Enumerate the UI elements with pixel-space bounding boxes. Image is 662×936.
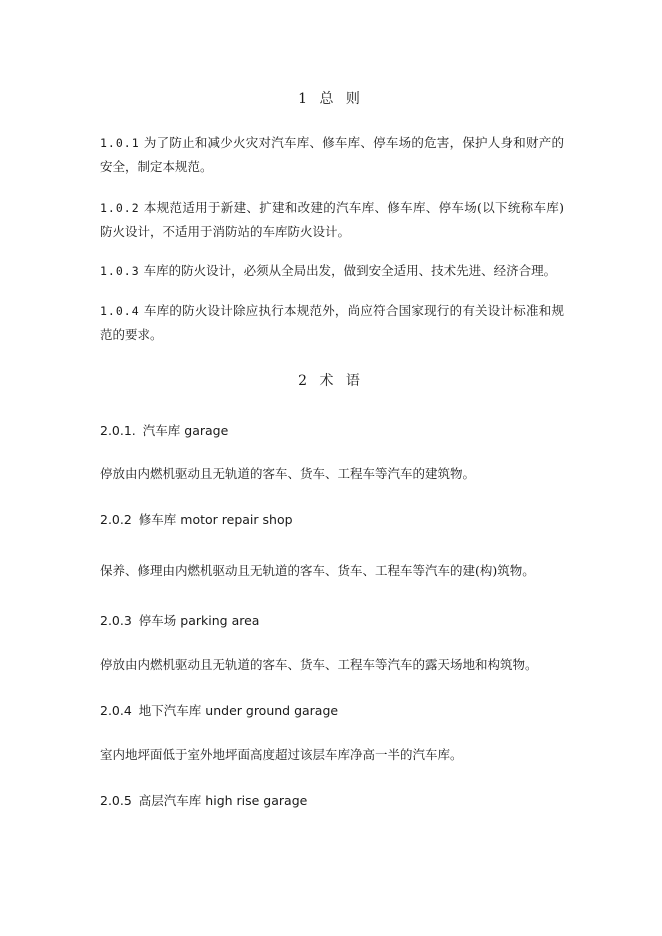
term-cn: 高层汽车库	[138, 793, 202, 808]
term-en: parking area	[180, 613, 260, 628]
clause-number: 1.0.3	[100, 264, 140, 278]
clause-number: 1.0.4	[100, 304, 140, 318]
term-2-0-2	[100, 510, 564, 530]
term-en: motor repair shop	[180, 512, 293, 527]
term-2-0-4-definition: 室内地坪面低于室外地坪面高度超过该层车库净高一半的汽车库。	[100, 747, 463, 762]
clause-1-0-4	[100, 299, 564, 347]
term-cn: 地下汽车库	[138, 703, 202, 718]
term-2-0-3-definition: 停放由内燃机驱动且无轨道的客车、货车、工程车等汽车的露天场地和构筑物。	[100, 657, 538, 672]
term-2-0-2-definition: 保养、修理由内燃机驱动且无轨道的客车、货车、工程车等汽车的建(构)筑物。	[100, 563, 535, 578]
clause-text: 为了防止和减少火灾对汽车库、修车库、停车场的危害，保护人身和财产的安全，制定本规范。	[100, 135, 564, 174]
term-en: high rise garage	[205, 793, 308, 808]
clause-text: 车库的防火设计，必须从全局出发，做到安全适用、技术先进、经济合理。	[143, 263, 557, 278]
term-number: 2.0.4	[100, 703, 132, 718]
term-2-0-1	[100, 421, 564, 441]
term-en: garage	[184, 423, 229, 438]
term-2-0-4	[100, 701, 564, 721]
term-cn: 停车场	[138, 613, 177, 628]
term-number: 2.0.1.	[100, 423, 136, 438]
clause-number: 1.0.1	[100, 136, 140, 150]
term-2-0-1-definition: 停放由内燃机驱动且无轨道的客车、货车、工程车等汽车的建筑物。	[100, 466, 476, 481]
clause-number: 1.0.2	[100, 201, 140, 215]
clause-text: 本规范适用于新建、扩建和改建的汽车库、修车库、停车场(以下统称车库)防火设计，不适用于消防站的车库防火设计。	[100, 200, 564, 239]
term-2-0-5	[100, 791, 564, 811]
term-2-0-3	[100, 611, 564, 631]
clause-1-0-3	[100, 259, 570, 283]
clause-text: 车库的防火设计除应执行本规范外，尚应符合国家现行的有关设计标准和规范的要求。	[100, 303, 564, 342]
term-number: 2.0.2	[100, 512, 132, 527]
term-en: under ground garage	[205, 703, 339, 718]
term-number: 2.0.5	[100, 793, 132, 808]
chapter-1-heading: 1 总 则	[298, 91, 364, 107]
term-number: 2.0.3	[100, 613, 132, 628]
clause-1-0-2	[100, 196, 564, 244]
clause-1-0-1	[100, 131, 564, 179]
term-cn: 修车库	[138, 512, 177, 527]
chapter-2-heading: 2 术 语	[298, 373, 364, 389]
term-cn: 汽车库	[142, 423, 181, 438]
